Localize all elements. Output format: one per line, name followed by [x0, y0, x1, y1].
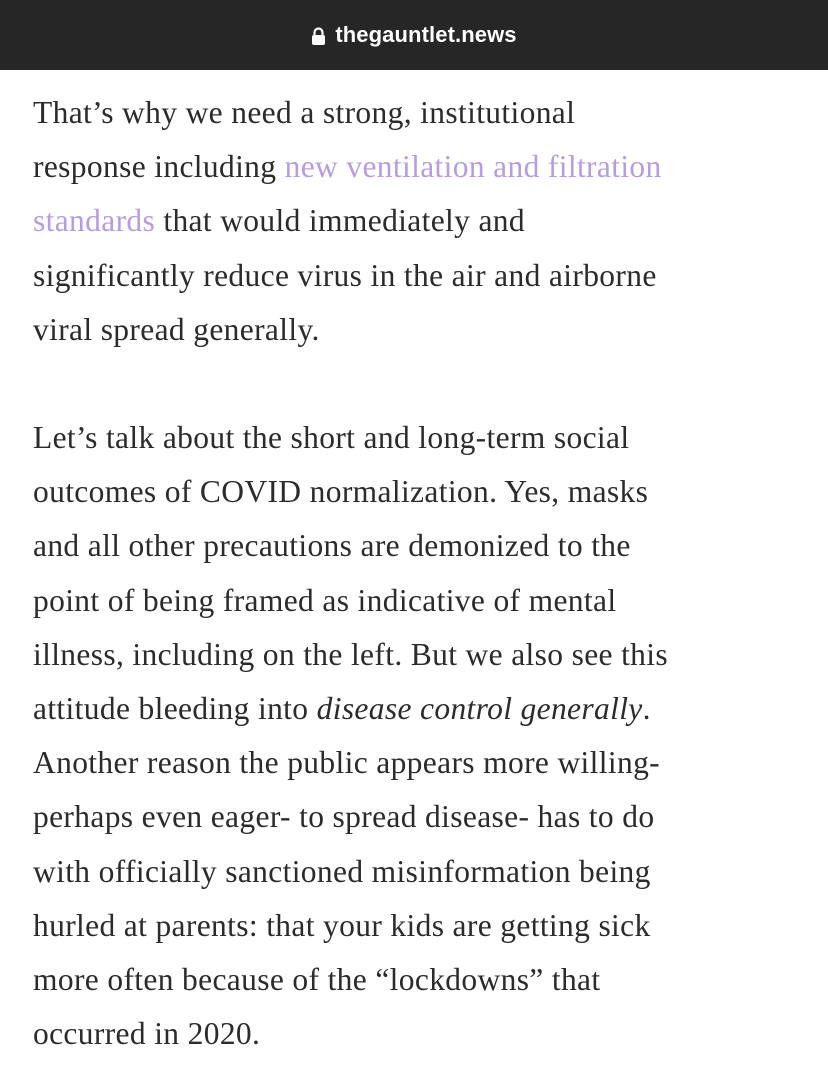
text-line: with officially sanctioned misinformation being	[33, 853, 651, 889]
paragraph-2	[33, 411, 803, 1061]
text-segment: .	[642, 691, 651, 727]
url-display[interactable]	[311, 22, 516, 48]
paragraph-1	[33, 86, 803, 357]
text-line: perhaps even eager- to spread disease- has to do	[33, 799, 655, 835]
article-body	[33, 86, 803, 1061]
lock-icon	[311, 26, 326, 45]
text-line: occurred in 2020.	[33, 1016, 261, 1052]
text-line: point of being framed as indicative of mental	[33, 582, 617, 618]
text-line: Let’s talk about the short and long-term social	[33, 420, 630, 456]
browser-url-bar[interactable]	[0, 0, 828, 70]
ventilation-standards-link-cont[interactable]: standards	[33, 203, 156, 239]
text-line: viral spread generally.	[33, 311, 320, 347]
text-line: more often because of the “lockdowns” that	[33, 962, 601, 998]
text-line: hurled at parents: that your kids are getting sick	[33, 907, 651, 943]
text-segment: attitude bleeding into	[33, 691, 317, 727]
text-line: outcomes of COVID normalization. Yes, masks	[33, 474, 649, 510]
text-line: That’s why we need a strong, institutional	[33, 95, 576, 130]
text-segment: response including	[33, 149, 285, 185]
text-line	[33, 194, 803, 248]
text-line: significantly reduce virus in the air and airborne	[33, 257, 657, 293]
text-segment: that would immediately and	[155, 203, 525, 239]
ventilation-standards-link[interactable]: new ventilation and filtration	[284, 149, 662, 185]
text-line: Another reason the public appears more willing-	[33, 745, 661, 781]
text-line	[33, 140, 803, 194]
text-line: illness, including on the left. But we also see this	[33, 636, 668, 672]
emphasis-text: disease control generally	[316, 691, 643, 727]
text-line	[33, 682, 803, 736]
url-text: thegauntlet.news	[335, 22, 517, 47]
text-line: and all other precautions are demonized to the	[33, 528, 631, 564]
